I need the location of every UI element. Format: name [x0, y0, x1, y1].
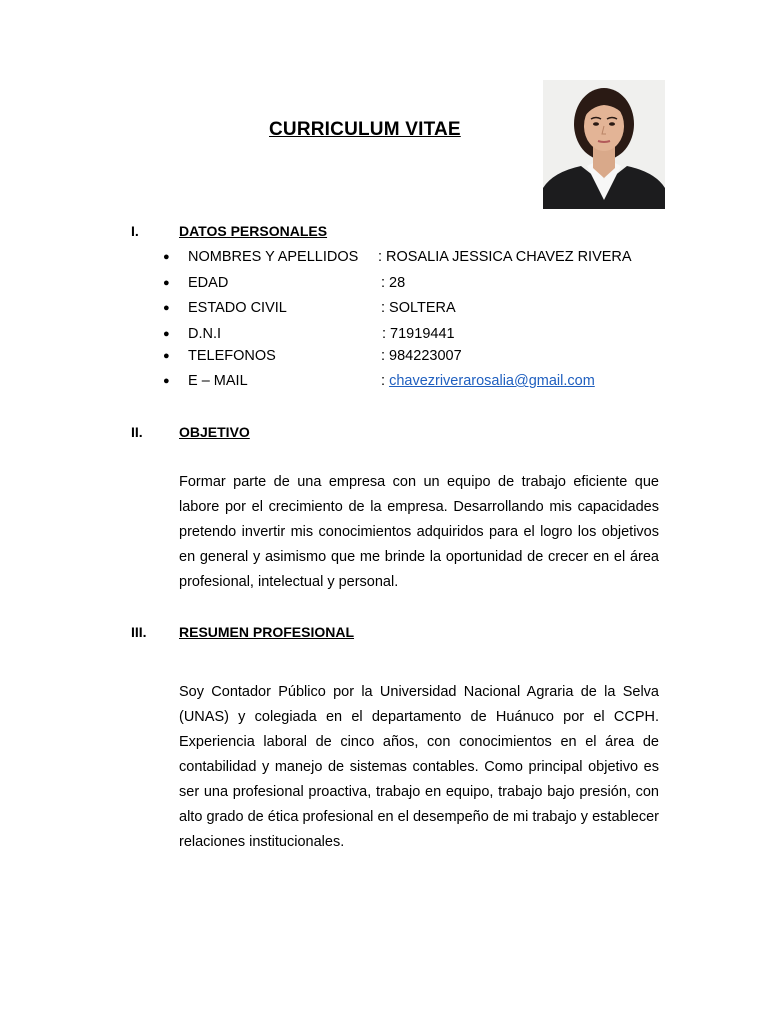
email-prefix: :: [381, 373, 390, 389]
objective-text: Formar parte de una empresa con un equipo de trabajo eficiente que labore por el crecimiento de la empresa. Desarrollando mis capacidades pretendo invertir mis conocimientos adquiridos para el logro los objetivos en general y asimismo que me brinde la oportunidad de crecer en el área profesional, intelectual y personal.: [179, 474, 659, 590]
field-civil-status: [163, 300, 456, 316]
bullet-icon: ●: [163, 277, 170, 289]
field-value: [381, 373, 595, 389]
section-heading-summary: [131, 624, 354, 640]
field-value: : SOLTERA: [381, 300, 456, 316]
section-number: II.: [131, 424, 143, 440]
section-title: DATOS PERSONALES: [179, 223, 328, 239]
field-label: ESTADO CIVIL: [188, 300, 287, 316]
field-label: EDAD: [188, 275, 229, 291]
field-value: : ROSALIA JESSICA CHAVEZ RIVERA: [378, 249, 632, 265]
email-link[interactable]: chavezriverarosalia@gmail.com: [389, 373, 595, 389]
profile-photo: [543, 80, 665, 209]
summary-text: Soy Contador Público por la Universidad Nacional Agraria de la Selva (UNAS) y colegiada en el departamento de Huánuco por el CCPH. Experiencia laboral de cinco años, con conocimientos en el área de contabilidad y manejo de sistemas contables. Como principal objetivo es ser una profesional proactiva, trabajo en equipo, trabajo bajo presión, con alto grado de ética profesional en el desempeño de mi trabajo y establecer relaciones institucionales.: [179, 684, 659, 850]
bullet-icon: ●: [163, 350, 170, 362]
bullet-icon: ●: [163, 251, 170, 263]
field-dni: [163, 326, 455, 342]
field-value: : 28: [381, 275, 406, 291]
section-heading-personal: [131, 223, 327, 239]
section-number: III.: [131, 624, 147, 640]
field-label: NOMBRES Y APELLIDOS: [188, 249, 359, 265]
field-age: [163, 275, 406, 291]
field-phone: [163, 348, 462, 364]
field-label: TELEFONOS: [188, 348, 276, 364]
person-photo-icon: [543, 80, 665, 209]
section-heading-objective: [131, 424, 250, 440]
section-number: I.: [131, 223, 139, 239]
bullet-icon: ●: [163, 328, 170, 340]
field-value: : 71919441: [382, 326, 455, 342]
field-value: : 984223007: [381, 348, 462, 364]
page-title: CURRICULUM VITAE: [269, 119, 461, 140]
bullet-icon: ●: [163, 375, 170, 387]
field-email: [163, 373, 595, 389]
field-label: D.N.I: [188, 326, 222, 342]
section-title: OBJETIVO: [179, 424, 250, 440]
bullet-icon: ●: [163, 302, 170, 314]
field-names: [163, 249, 632, 265]
field-label: E – MAIL: [188, 373, 248, 389]
section-title: RESUMEN PROFESIONAL: [179, 624, 355, 640]
